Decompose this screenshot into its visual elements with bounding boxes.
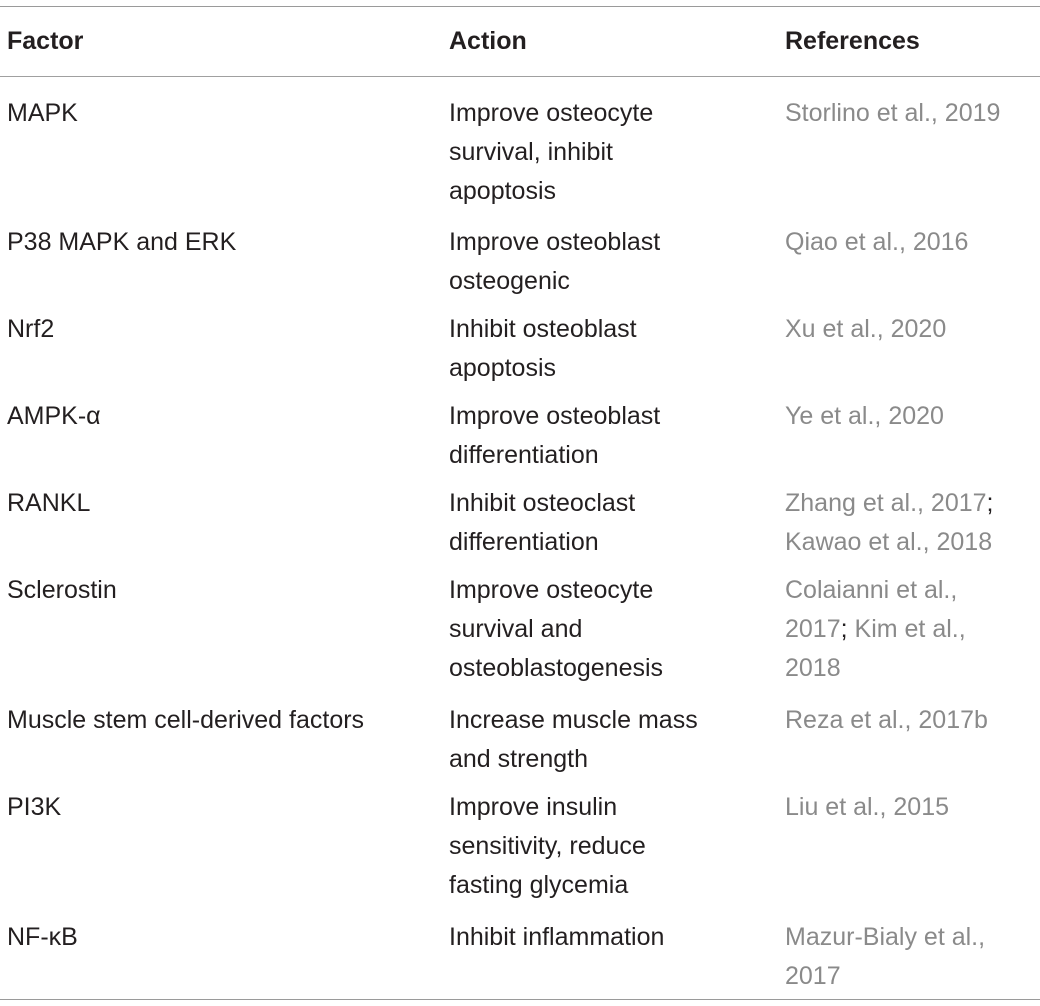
reference-link[interactable]: Xu et al., 2020 (785, 315, 947, 343)
cell-factor: Muscle stem cell-derived factors (7, 706, 365, 734)
cell-action (449, 571, 769, 688)
cell-action-line: Increase muscle mass (449, 706, 698, 734)
cell-references (785, 94, 1035, 133)
cell-factor: NF-κB (7, 923, 78, 951)
cell-factor: Nrf2 (7, 315, 55, 343)
header-action: Action (449, 27, 527, 55)
cell-action-line: fasting glycemia (449, 871, 629, 899)
cell-references (785, 571, 1035, 688)
reference-link[interactable]: 2017 (785, 615, 841, 643)
reference-line (785, 918, 1035, 957)
cell-action (449, 701, 769, 779)
reference-separator: ; (840, 615, 848, 643)
cell-action (449, 788, 769, 905)
cell-factor: AMPK-α (7, 402, 101, 430)
reference-link[interactable]: Kawao et al., 2018 (785, 528, 993, 556)
cell-action-line: apoptosis (449, 354, 557, 382)
cell-action (449, 397, 769, 475)
reference-line (785, 484, 1035, 523)
cell-action-line: sensitivity, reduce (449, 832, 646, 860)
cell-action-line: Improve osteoblast (449, 402, 661, 430)
reference-line (785, 571, 1035, 610)
cell-action (449, 310, 769, 388)
reference-line (785, 788, 1035, 827)
cell-action (449, 223, 769, 301)
reference-link[interactable]: Storlino et al., 2019 (785, 99, 1001, 127)
reference-link[interactable]: Qiao et al., 2016 (785, 228, 969, 256)
reference-line (785, 94, 1035, 133)
cell-action-line: apoptosis (449, 177, 557, 205)
reference-link[interactable]: Liu et al., 2015 (785, 793, 950, 821)
cell-references (785, 918, 1035, 996)
cell-action-line: Improve osteoblast (449, 228, 661, 256)
table-header-rule (0, 76, 1040, 77)
reference-link[interactable]: Mazur-Bialy et al., (785, 923, 986, 951)
header-references: References (785, 27, 920, 55)
cell-references (785, 310, 1035, 349)
cell-action-line: Improve osteocyte (449, 99, 654, 127)
header-factor: Factor (7, 27, 84, 55)
reference-link[interactable]: Ye et al., 2020 (785, 402, 944, 430)
reference-link[interactable]: Zhang et al., 2017 (785, 489, 987, 517)
reference-link[interactable]: Colaianni et al., (785, 576, 958, 604)
cell-action-line: differentiation (449, 441, 599, 469)
cell-action-line: Improve insulin (449, 793, 618, 821)
reference-line (785, 223, 1035, 262)
cell-action-line: osteogenic (449, 267, 570, 295)
cell-references (785, 701, 1035, 740)
table-bottom-rule (0, 999, 1040, 1000)
cell-factor: P38 MAPK and ERK (7, 228, 237, 256)
cell-action-line: differentiation (449, 528, 599, 556)
cell-action-line: and strength (449, 745, 588, 773)
cell-references (785, 397, 1035, 436)
cell-references (785, 223, 1035, 262)
reference-line (785, 649, 1035, 688)
reference-link[interactable]: Reza et al., 2017b (785, 706, 988, 734)
reference-link[interactable]: 2018 (785, 654, 841, 682)
cell-factor: Sclerostin (7, 576, 117, 604)
reference-line (785, 701, 1035, 740)
cell-references (785, 788, 1035, 827)
reference-line (785, 310, 1035, 349)
reference-line (785, 610, 1035, 649)
reference-line (785, 397, 1035, 436)
reference-separator: ; (986, 489, 994, 517)
cell-action-line: Improve osteocyte (449, 576, 654, 604)
reference-link[interactable]: 2017 (785, 962, 841, 990)
cell-action-line: Inhibit osteoclast (449, 489, 636, 517)
table-top-rule (0, 6, 1040, 7)
cell-action (449, 918, 769, 957)
cell-factor: MAPK (7, 99, 78, 127)
reference-line (785, 523, 1035, 562)
cell-action-line: Inhibit inflammation (449, 923, 665, 951)
cell-action (449, 94, 769, 211)
cell-factor: PI3K (7, 793, 62, 821)
cell-action-line: survival and (449, 615, 583, 643)
reference-line (785, 957, 1035, 996)
cell-action (449, 484, 769, 562)
cell-action-line: Inhibit osteoblast (449, 315, 637, 343)
reference-link[interactable]: Kim et al., (847, 615, 966, 643)
cell-action-line: osteoblastogenesis (449, 654, 664, 682)
cell-action-line: survival, inhibit (449, 138, 613, 166)
cell-factor: RANKL (7, 489, 91, 517)
cell-references (785, 484, 1035, 562)
